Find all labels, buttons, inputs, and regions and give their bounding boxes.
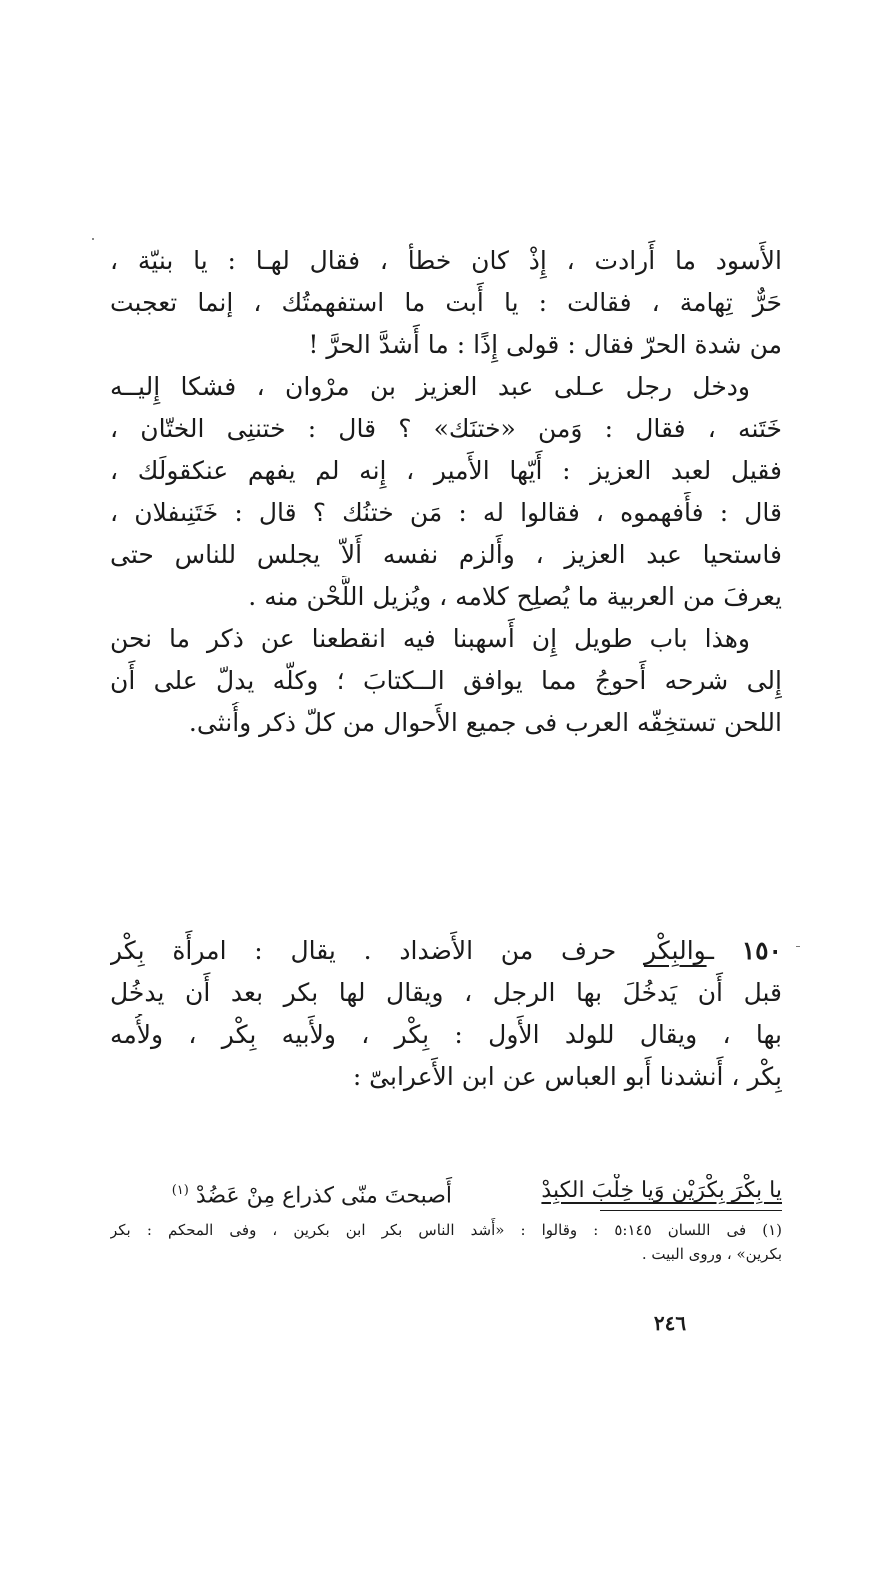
text-line: قال : فأَفهموه ، فقالوا له : مَن ختنُك ؟ قال : خَتَنِىفلان ،: [110, 498, 782, 527]
verse-hemistich-second: [172, 1174, 452, 1208]
text-line: خَتَنه ، فقال : وَمن «ختنَك» ؟ قال : ختننِى الختّان ،: [110, 414, 782, 443]
text-line: ودخل رجل عـلى عبد العزيز بن مرْوان ، فشكا إِليــه: [110, 372, 750, 401]
page-number: ٢٤٦: [653, 1311, 687, 1335]
margin-mark: [796, 946, 800, 947]
text-line: من شدة الحرّ فقال : قولى إِذًا : ما أَشدَّ الحرَّ !: [308, 330, 782, 359]
footnote-line: بكرين» ، وروى البيت .: [641, 1245, 782, 1263]
entry-headword: والبِكْر: [643, 936, 707, 965]
text-line: فقيل لعبد العزيز : أَيّها الأَمير ، إِنه لم يفهم عنكقولَك ،: [110, 456, 782, 485]
text-line: الأَسود ما أَرادت ، إِذْ كان خطأ ، فقال لهـا : يا بنيّة ،: [110, 246, 782, 275]
footnote-divider: [600, 1210, 782, 1211]
text-line: بها ، ويقال للولد الأَول : بِكْر ، ولأَبيه بِكْر ، ولأُمه: [110, 1020, 782, 1049]
footnote-line: (١) فى اللسان ٥:١٤٥ : وقالوا : «أَشد الناس بكر ابن بكرين ، وفى المحكم : بكر: [110, 1221, 782, 1239]
text-line: قبل أَن يَدخُلَ بها الرجل ، ويقال لها بكر بعد أَن يدخُل: [110, 978, 782, 1007]
text-line: فاستحيا عبد العزيز ، وأَلزم نفسه أَلاّ يجلس للناس حتى: [110, 540, 782, 569]
entry-number: ١٥٠: [741, 936, 782, 965]
text-line: اللحن تستخِفّه العرب فى جميع الأَحوال من كلّ ذكر وأُنثى.: [188, 708, 782, 737]
text-line: إِلى شرحه أَحوجُ مما يوافق الــكتابَ ؛ وكلّه يدلّ على أَن: [110, 666, 782, 695]
text-line: يعرفَ من العربية ما يُصلِح كلامه ، ويُزيل اللَّحْن منه .: [248, 582, 782, 611]
verse-hemistich-second-text: أَصبحتَ منّى كذراعٍ مِنْ عَضُدْ: [195, 1183, 452, 1208]
entry-first-line-text: حرف من الأَضداد . يقال : امرأَة بِكْر: [110, 936, 617, 965]
footnote-reference: (١): [171, 1183, 189, 1198]
entry-first-line: ١٥٠ ـوالبِكْر حرف من الأَضداد . يقال : امرأَة بِكْر: [110, 936, 782, 965]
footnote: [110, 1218, 782, 1266]
margin-speck: [92, 238, 94, 240]
verse-hemistich-first: يا بِكْرَ بِكْرَيْن وَيا خِلْبَ الكبِدْ: [541, 1178, 782, 1203]
poetry-verse: [110, 1174, 782, 1208]
main-text: [110, 240, 782, 744]
entry-150: [110, 930, 782, 1098]
text-line: وهذا باب طويل إِن أَسهبنا فيه انقطعنا عن ذكر ما نحن: [110, 624, 750, 653]
text-line: حَرٌّ تِهامة ، فقالت : يا أَبت ما استفهمتُك ، إنما تعجبت: [110, 288, 782, 317]
text-line: بِكْر ، أَنشدنا أَبو العباس عن ابن الأَعرابىّ :: [352, 1062, 782, 1091]
